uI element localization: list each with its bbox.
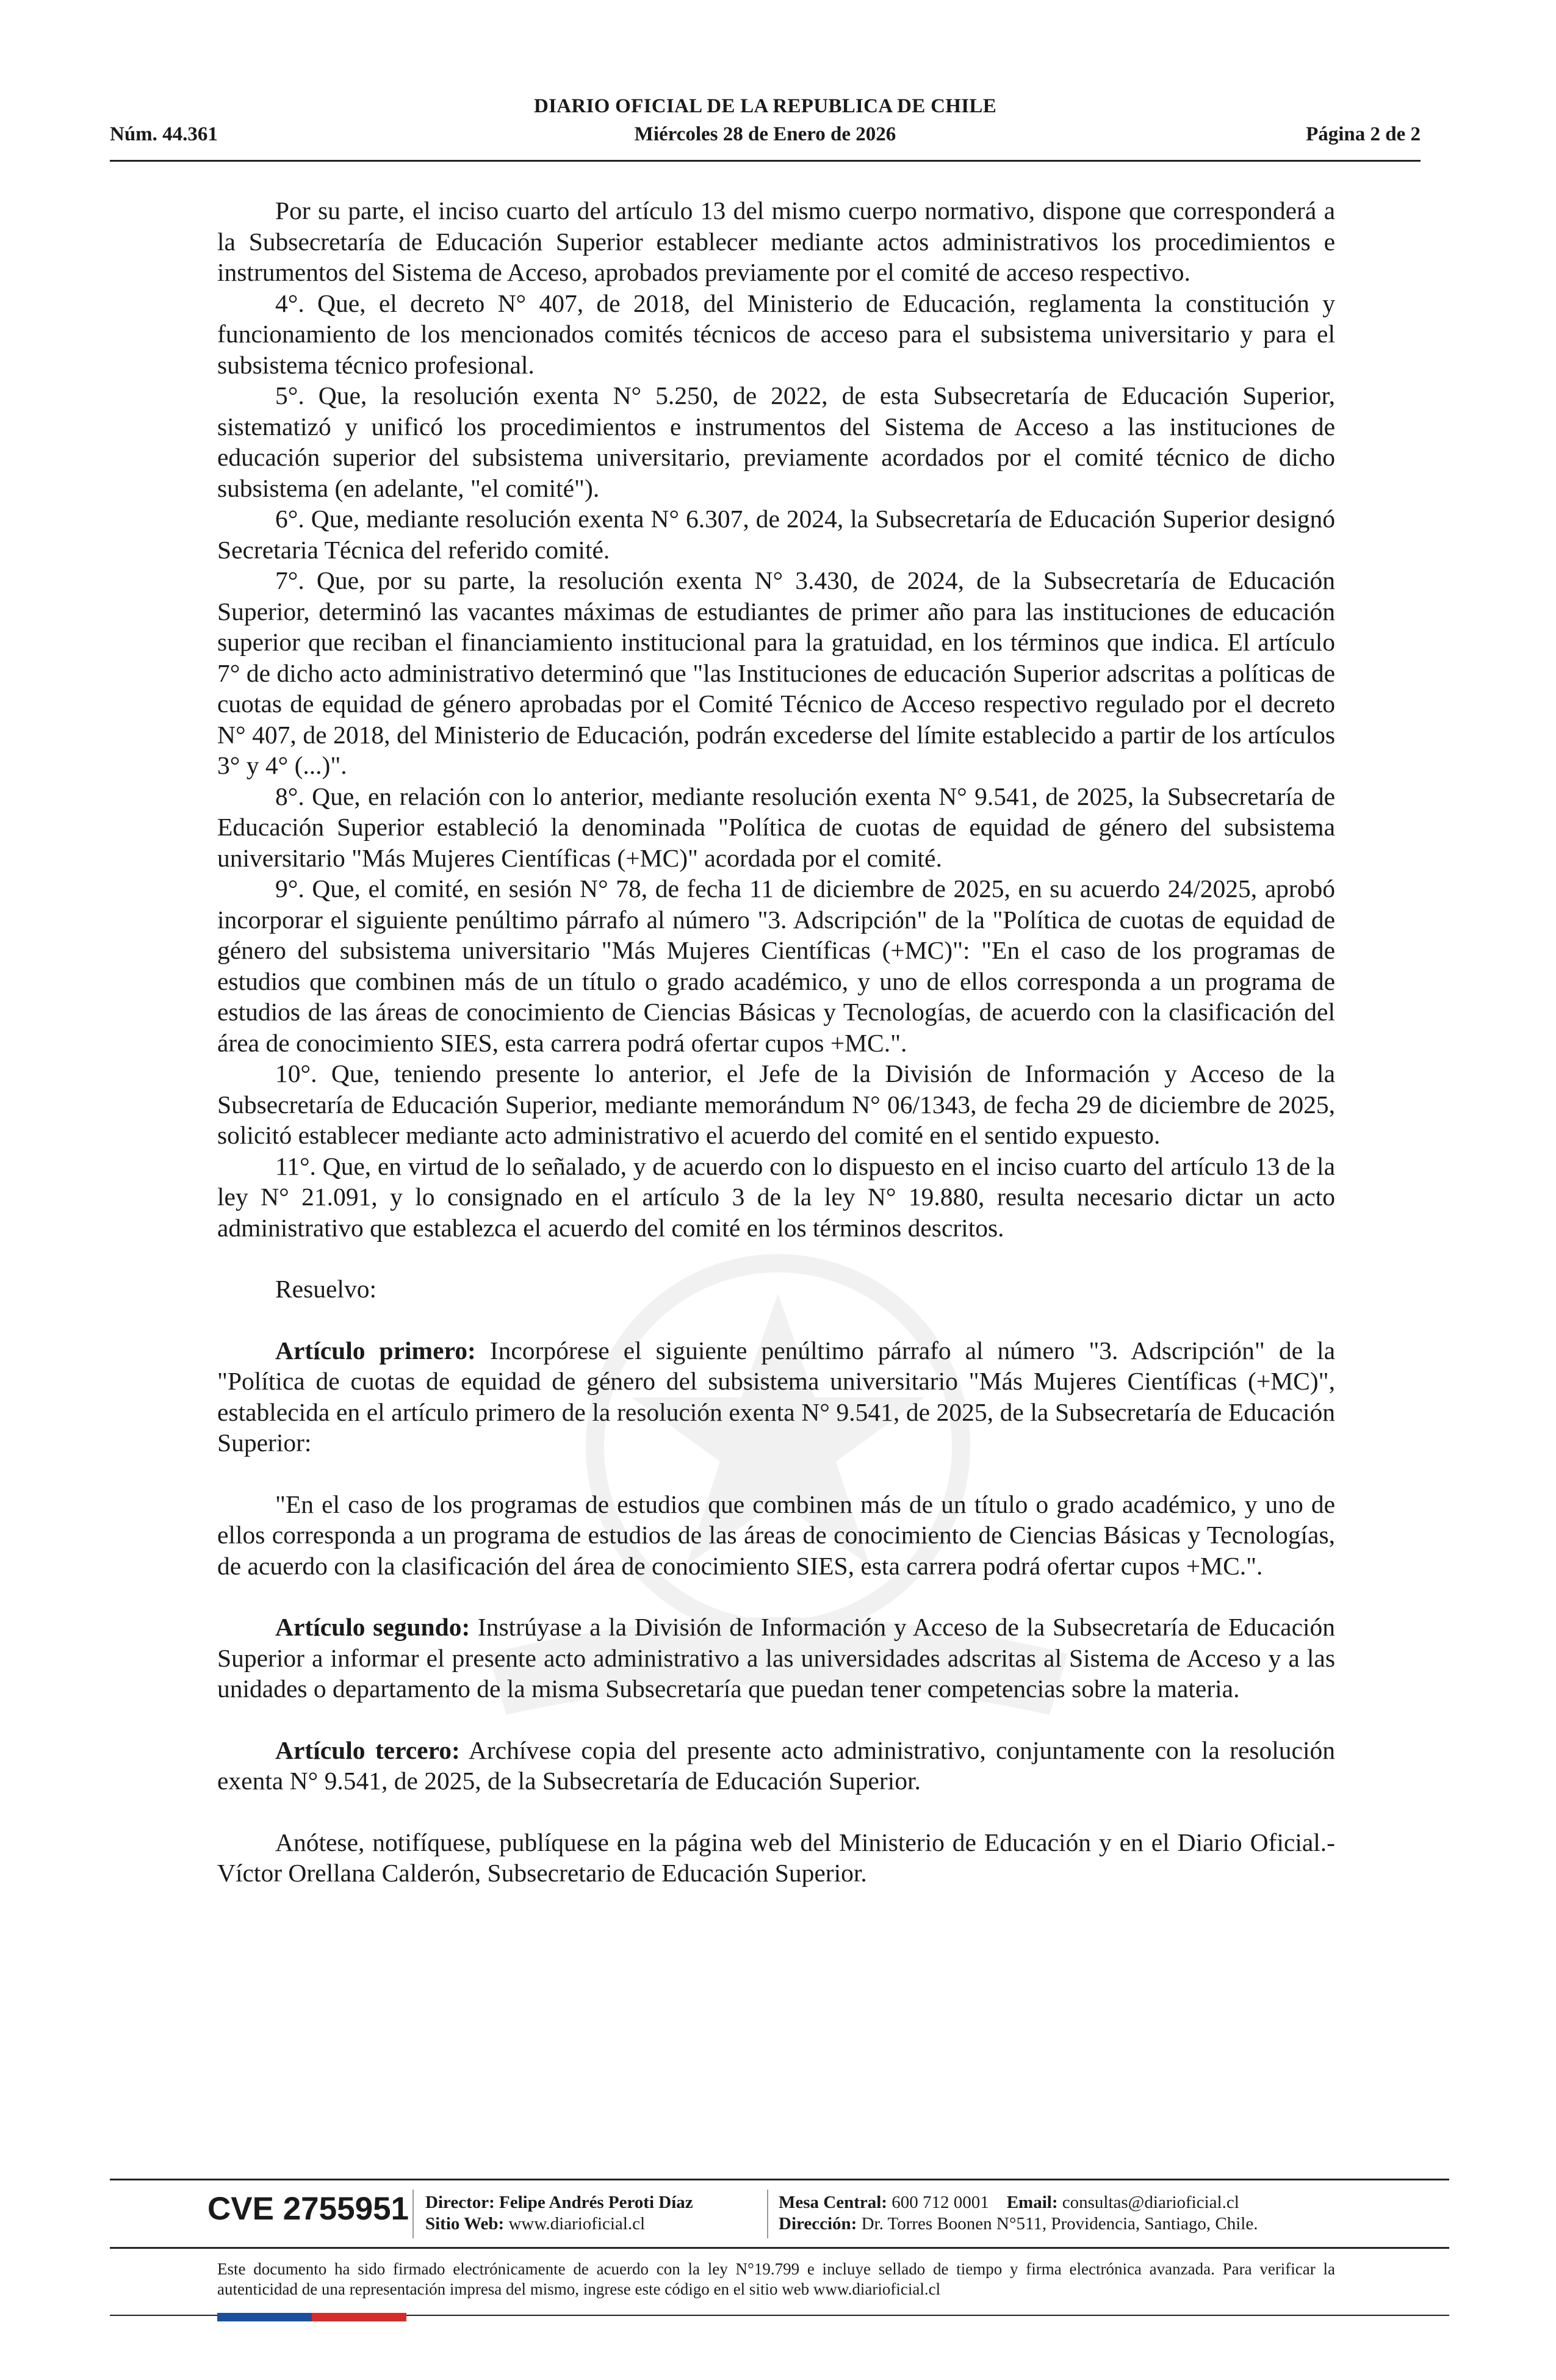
page-indicator: Página 2 de 2	[1306, 123, 1421, 145]
gazette-title: DIARIO OFICIAL DE LA REPUBLICA DE CHILE	[533, 95, 997, 117]
article-primero-label: Artículo primero:	[275, 1336, 476, 1365]
closing-paragraph: Anótese, notifíquese, publíquese en la página web del Ministerio de Educación y en el Diario Oficial.- Víctor Orellana Calderón, Subsecretario de Educación Superior.	[217, 1828, 1335, 1887]
paragraph-considerando-5: 5°. Que, la resolución exenta N° 5.250, de 2022, de esta Subsecretaría de Educación Superior, sistematizó y unificó los procedimientos e instrumentos del Sistema de Acceso a las instituciones de educación superior del subsistema universitario, previamente acordados por el comité técnico de dicho subsistema (en adelante, "el comité").	[217, 381, 1335, 502]
paragraph-considerando-4: 4°. Que, el decreto N° 407, de 2018, del Ministerio de Educación, reglamenta la constitución y funcionamiento de los mencionados comités técnicos de acceso para el subsistema universitario y para el subsistema técnico profesional.	[217, 289, 1335, 379]
address-value: Dr. Torres Boonen N°511, Providencia, Santiago, Chile.	[861, 2214, 1258, 2234]
article-tercero-label: Artículo tercero:	[275, 1736, 460, 1764]
director-label: Director:	[425, 2193, 495, 2212]
mesa-label: Mesa Central:	[779, 2193, 887, 2212]
email-label: Email:	[1006, 2193, 1058, 2212]
mesa-phone: 600 712 0001	[891, 2193, 989, 2212]
website-label: Sitio Web:	[425, 2214, 505, 2234]
footer-mid-rule	[110, 2247, 1449, 2249]
director-info	[425, 2192, 693, 2235]
paragraph-considerando-7: 7°. Que, por su parte, la resolución exenta N° 3.430, de 2024, de la Subsecretaría de Educación Superior, determinó las vacantes máximas de estudiantes de primer año para las instituciones de educación superior que reciban el financiamiento institucional para la gratuidad, en los términos que indica. El artículo 7° de dicho acto administrativo determinó que "las Instituciones de educación Superior adscritas a políticas de cuotas de equidad de género aprobadas por el Comité Técnico de Acceso respectivo regulado por el decreto N° 407, de 2018, del Ministerio de Educación, podrán excederse del límite establecido a partir de los artículos 3° y 4° (...)".	[217, 566, 1335, 779]
quoted-paragraph: "En el caso de los programas de estudios que combinen más de un título o grado académico, y uno de ellos corresponda a un programa de estudios de las áreas de conocimiento de Ciencias Básicas y Tecnologías, de acuerdo con la clasificación del área de conocimiento SIES, esta carrera podrá ofertar cupos +MC.".	[217, 1490, 1335, 1580]
contact-info	[779, 2192, 1258, 2235]
issue-number: Núm. 44.361	[110, 123, 218, 145]
article-segundo-text: Instrúyase a la División de Información y Acceso de la Subsecretaría de Educación Superior a informar el presente acto administrativo a las universidades adscritas al Sistema de Acceso y a las unidades o departamento de la misma Subsecretaría que puedan tener competencias sobre la materia.	[217, 1613, 1336, 1703]
document-body	[217, 195, 1335, 1889]
issue-date: Miércoles 28 de Enero de 2026	[634, 123, 896, 145]
paragraph-considerando-6: 6°. Que, mediante resolución exenta N° 6.307, de 2024, la Subsecretaría de Educación Superior designó Secretaria Técnica del referido comité.	[217, 505, 1335, 564]
article-tercero	[217, 1735, 1335, 1797]
footer-top-rule	[110, 2179, 1449, 2180]
resuelvo-heading: Resuelvo:	[275, 1275, 376, 1303]
article-segundo	[217, 1612, 1335, 1704]
website-link[interactable]: www.diarioficial.cl	[508, 2214, 646, 2234]
footer-divider	[412, 2190, 414, 2238]
gazette-header	[110, 93, 1421, 162]
paragraph-considerando-8: 8°. Que, en relación con lo anterior, mediante resolución exenta N° 9.541, de 2025, la Subsecretaría de Educación Superior estableció la denominada "Política de cuotas de equidad de género del subsistema universitario "Más Mujeres Científicas (+MC)" acordada por el comité.	[217, 782, 1335, 872]
paragraph-inciso-cuarto: Por su parte, el inciso cuarto del artículo 13 del mismo cuerpo normativo, dispone que corresponderá a la Subsecretaría de Educación Superior establecer mediante actos administrativos los procedimientos e instrumentos del Sistema de Acceso, aprobados previamente por el comité de acceso respectivo.	[217, 197, 1335, 286]
address-label: Dirección:	[779, 2214, 857, 2234]
article-segundo-label: Artículo segundo:	[275, 1613, 470, 1641]
article-primero	[217, 1335, 1335, 1459]
electronic-signature-notice: Este documento ha sido firmado electrónicamente de acuerdo con la ley N°19.799 e incluye sellado de tiempo y firma electrónica avanzada. Para verificar la autenticidad de una representación impresa del mismo, ingrese este código en el sitio web www.diarioficial.cl	[217, 2260, 1335, 2298]
paragraph-considerando-9: 9°. Que, el comité, en sesión N° 78, de fecha 11 de diciembre de 2025, en su acuerdo 24/2025, aprobó incorporar el siguiente penúltimo párrafo al número "3. Adscripción" de la "Política de cuotas de equidad de género del subsistema universitario "Más Mujeres Científicas (+MC)": "En el caso de los programas de estudios que combinen más de un título o grado académico, y uno de ellos corresponda a un programa de estudios de las áreas de conocimiento de Ciencias Básicas y Tecnologías, de acuerdo con la clasificación del área de conocimiento SIES, esta carrera podrá ofertar cupos +MC.".	[217, 874, 1335, 1057]
article-tercero-text: Archívese copia del presente acto administrativo, conjuntamente con la resolución exenta N° 9.541, de 2025, de la Subsecretaría de Educación Superior.	[217, 1736, 1335, 1795]
flag-stripe-red	[312, 2313, 406, 2321]
article-primero-text: Incorpórese el siguiente penúltimo párrafo al número "3. Adscripción" de la "Política de cuotas de equidad de género del subsistema universitario "Más Mujeres Científicas (+MC)", establecida en el artículo primero de la resolución exenta N° 9.541, de 2025, de la Subsecretaría de Educación Superior:	[217, 1336, 1336, 1457]
footer-divider	[767, 2190, 768, 2238]
director-name: Felipe Andrés Peroti Díaz	[499, 2193, 693, 2212]
paragraph-considerando-11: 11°. Que, en virtud de lo señalado, y de acuerdo con lo dispuesto en el inciso cuarto del artículo 13 de la ley N° 21.091, y lo consignado en el artículo 3 de la ley N° 19.880, resulta necesario dictar un acto administrativo que establezca el acuerdo del comité en los términos descritos.	[217, 1152, 1335, 1242]
email-link[interactable]: consultas@diarioficial.cl	[1062, 2193, 1239, 2212]
flag-stripe-blue	[217, 2313, 312, 2321]
paragraph-considerando-10: 10°. Que, teniendo presente lo anterior, el Jefe de la División de Información y Acceso de la Subsecretaría de Educación Superior, mediante memorándum N° 06/1343, de fecha 29 de diciembre de 2025, solicitó establecer mediante acto administrativo el acuerdo del comité en el sentido expuesto.	[217, 1059, 1335, 1149]
cve-code: CVE 2755951	[207, 2191, 409, 2227]
